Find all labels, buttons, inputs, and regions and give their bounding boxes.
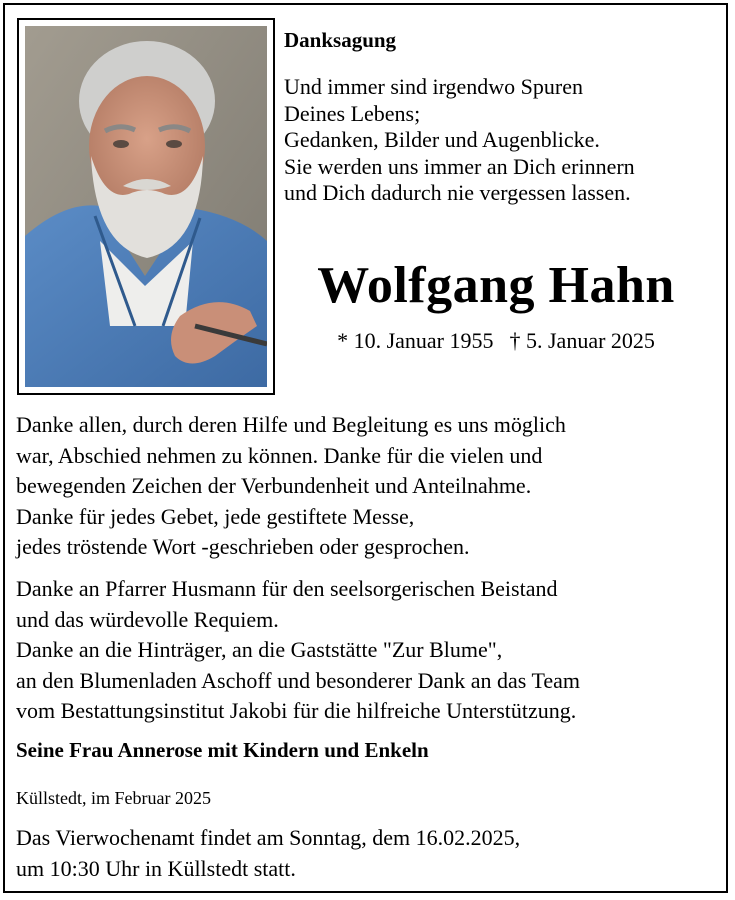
text-line: Danke an die Hinträger, an die Gaststätte "Zur Blume", [16,637,503,662]
text-line: vom Bestattungsinstitut Jakobi für die hilfreiche Unterstützung. [16,698,577,723]
memorial-mass-info [16,823,520,884]
thanks-paragraph-2 [16,574,580,727]
deceased-name: Wolfgang Hahn [317,257,675,314]
portrait-photo-icon [25,26,267,387]
poem-line: und Dich dadurch nie vergessen lassen. [284,180,631,205]
text-line: Danke allen, durch deren Hilfe und Begleitung es uns möglich [16,412,566,437]
text-line: an den Blumenladen Aschoff und besonderer Dank an das Team [16,667,580,693]
notice-heading: Danksagung [284,28,397,52]
text-line: jedes tröstende Wort -geschrieben oder gesprochen. [16,534,470,559]
text-line: Danke an Pfarrer Husmann für den seelsorgerischen Beistand [16,576,558,601]
place-and-date: Küllstedt, im Februar 2025 [16,788,211,808]
family-signature: Seine Frau Annerose mit Kindern und Enkeln [16,738,429,762]
text-line: bewegenden Zeichen der Verbundenheit und Anteilnahme. [16,473,532,498]
poem [284,74,635,207]
text-line: um 10:30 Uhr in Küllstedt statt. [16,855,296,881]
portrait-photo-frame [17,18,275,395]
death-date: † 5. Januar 2025 [509,328,655,353]
poem-line: Sie werden uns immer an Dich erinnern [284,153,635,179]
birth-date: * 10. Januar 1955 [337,328,494,353]
life-dates [282,328,710,354]
text-line: war, Abschied nehmen zu können. Danke für die vielen und [16,442,543,468]
poem-line: Deines Lebens; [284,100,421,126]
thanks-paragraph-1 [16,410,566,563]
text-line: Danke für jedes Gebet, jede gestiftete Messe, [16,503,415,529]
text-line: und das würdevolle Requiem. [16,606,279,632]
poem-line: Gedanken, Bilder und Augenblicke. [284,127,600,152]
text-line: Das Vierwochenamt findet am Sonntag, dem 16.02.2025, [16,825,521,850]
poem-line: Und immer sind irgendwo Spuren [284,74,584,99]
